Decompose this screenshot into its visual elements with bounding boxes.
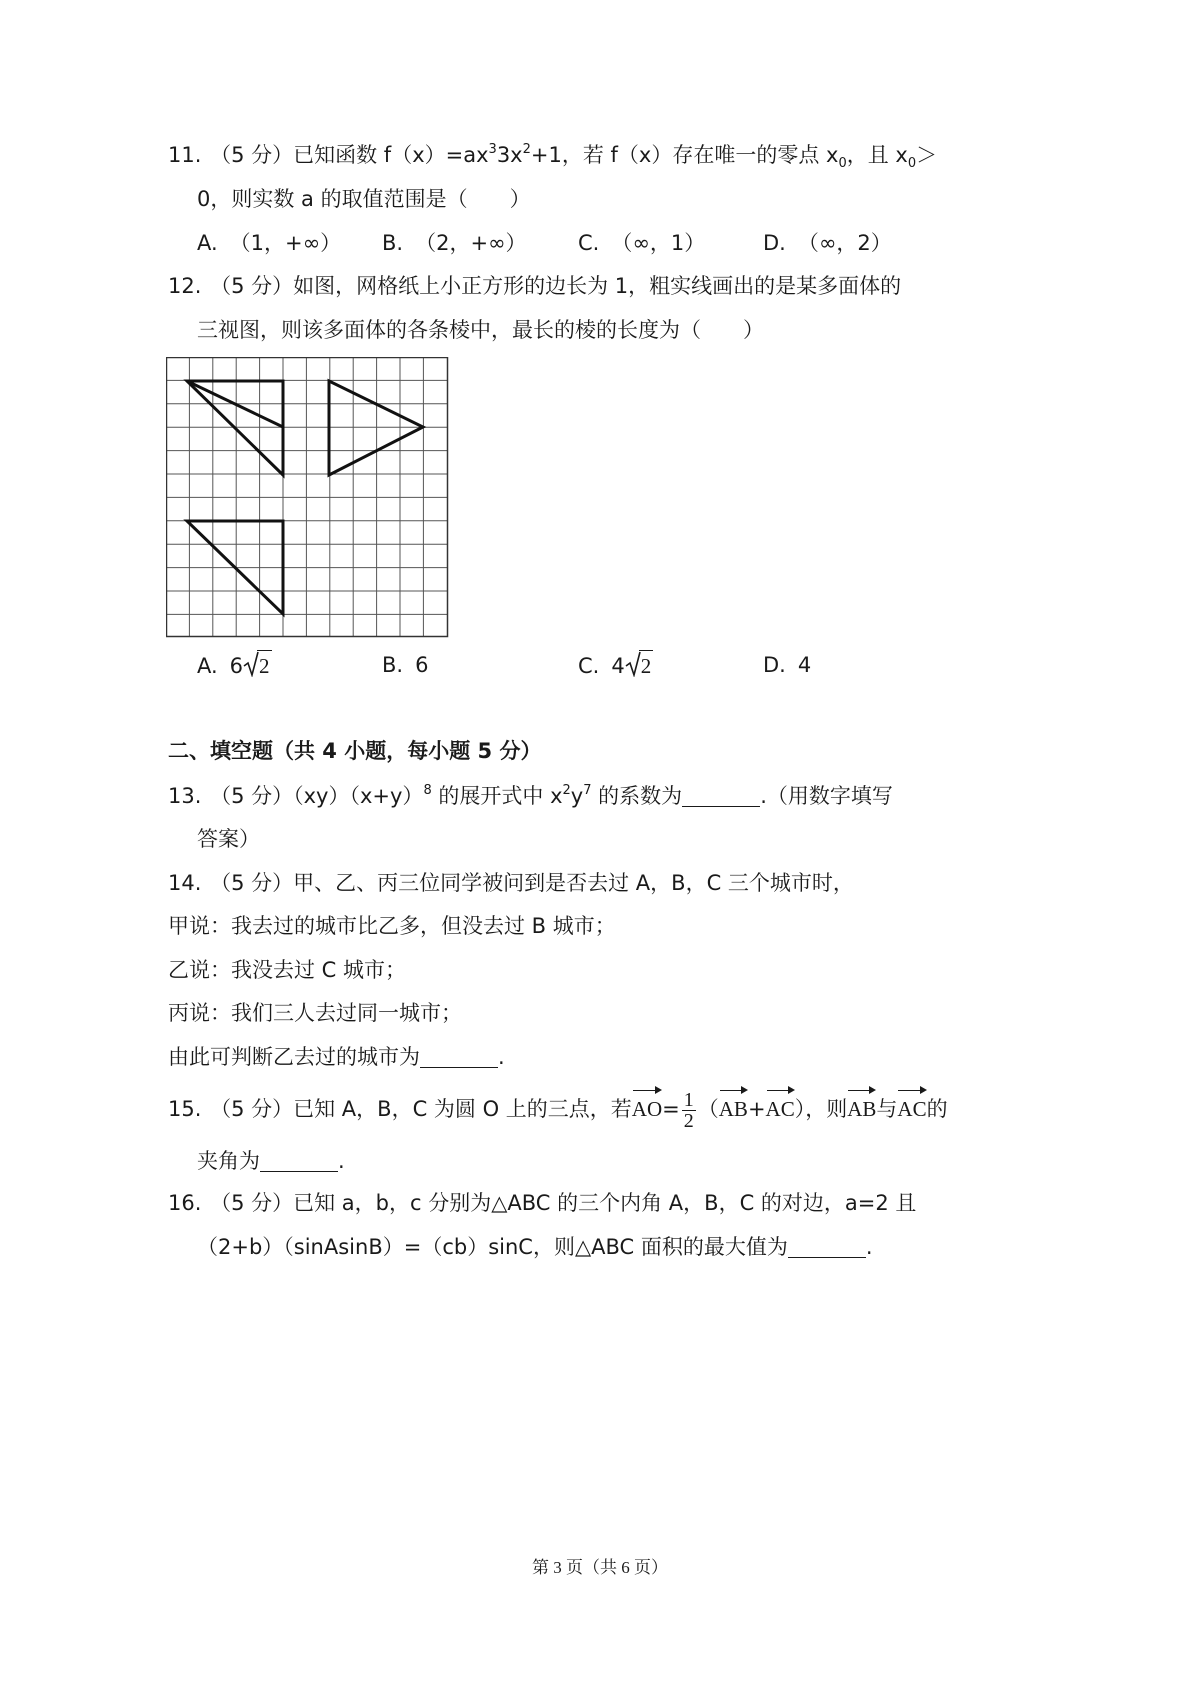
q11-option-c[interactable] <box>578 228 705 258</box>
radicand: 2 <box>257 650 272 681</box>
q12-text-line1: （5 分）如图，网格纸上小正方形的边长为 1，粗实线画出的是某多面体的 <box>210 274 902 298</box>
q14-line1 <box>168 868 854 898</box>
option-letter: C. <box>578 654 600 678</box>
q11-subscript-0: 0 <box>838 156 847 171</box>
q11-options <box>197 228 957 258</box>
q15-paren-open: （ <box>697 1097 719 1121</box>
q11-exponent-3: 3 <box>488 142 497 157</box>
vector-ab-2: AB <box>847 1089 876 1129</box>
vector-ab: AB <box>719 1089 748 1129</box>
q15-eq: = <box>662 1097 680 1121</box>
q15-line2 <box>197 1146 345 1176</box>
option-letter: A. <box>197 654 218 678</box>
q12-option-a[interactable] <box>197 650 272 681</box>
q13-line2: 答案） <box>197 827 260 851</box>
q11-term2: 3x <box>496 143 523 167</box>
q14-line5-suffix: . <box>498 1045 505 1069</box>
option-coef: 6 <box>229 654 244 678</box>
q11-option-d[interactable] <box>763 228 892 258</box>
side-view-triangle <box>329 381 423 475</box>
sqrt-symbol <box>625 650 654 681</box>
q11-subscript-0b: 0 <box>907 156 917 171</box>
q15-line2-prefix: 夹角为 <box>197 1149 260 1173</box>
q14-line4: 丙说：我们三人去过同一城市； <box>168 1001 462 1025</box>
q11-gt: ＞ <box>916 143 938 167</box>
option-text: 6 <box>415 653 429 677</box>
q13-part4: 的系数为 <box>591 784 683 808</box>
option-text: （1，+∞） <box>229 231 342 255</box>
q14-number: 14. <box>168 871 202 895</box>
q13-part2: 的展开式中 x <box>431 784 563 808</box>
q11-option-b[interactable] <box>382 228 527 258</box>
q12-number: 12. <box>168 274 202 298</box>
page-footer: 第 3 页（共 6 页） <box>532 1558 668 1577</box>
q11-text-tail: ，且 x <box>846 143 908 167</box>
q11-line2: 0，则实数 a 的取值范围是（ ） <box>197 187 531 211</box>
q16-line2 <box>197 1232 873 1262</box>
q11-text-prefix: （5 分）已知函数 f（x）=ax <box>210 143 489 167</box>
q15-plus: + <box>747 1097 766 1121</box>
q16-line2-suffix: . <box>865 1235 873 1259</box>
q15-number: 15. <box>168 1097 202 1121</box>
q12-option-b[interactable] <box>382 650 428 680</box>
q13-exponent-7: 7 <box>583 783 592 798</box>
vector-ao: AO <box>632 1089 662 1129</box>
q15-with: 与 <box>876 1097 898 1121</box>
q16-line2-prefix: （2+b）（sinAsinB）=（cb）sinC，则△ABC 面积的最大值为 <box>197 1235 788 1259</box>
q13-answer-blank[interactable] <box>682 784 760 807</box>
option-text: （∞，2） <box>797 231 892 255</box>
option-letter: B. <box>382 231 404 255</box>
q13-number: 13. <box>168 784 202 808</box>
vector-ac-2: AC <box>897 1089 926 1129</box>
option-text: （∞，1） <box>611 231 706 255</box>
q12-option-c[interactable] <box>578 650 653 681</box>
frac-denominator: 2 <box>683 1109 694 1132</box>
q15-line1 <box>168 1089 948 1131</box>
q16-answer-blank[interactable] <box>788 1235 866 1258</box>
option-text: 4 <box>797 653 812 677</box>
q12-option-d[interactable] <box>763 650 811 680</box>
option-letter: C. <box>578 231 600 255</box>
q12-options <box>197 650 957 680</box>
q12-line2: 三视图，则该多面体的各条棱中，最长的棱的长度为（ ） <box>197 318 764 342</box>
option-letter: D. <box>763 231 786 255</box>
q13-part1: （5 分）（xy）（x+y） <box>210 784 424 808</box>
q14-text-line1: （5 分）甲、乙、丙三位同学被问到是否去过 A，B，C 三个城市时， <box>210 871 854 895</box>
q13-exponent-2: 2 <box>562 783 571 798</box>
q11-option-a[interactable] <box>197 228 341 258</box>
q14-line5-prefix: 由此可判断乙去过的城市为 <box>168 1045 420 1069</box>
front-view-triangle <box>187 381 283 475</box>
q15-answer-blank[interactable] <box>260 1149 338 1172</box>
q11-exponent-2: 2 <box>522 142 531 157</box>
option-coef: 4 <box>611 654 625 678</box>
q15-paren-close: ），则 <box>794 1097 848 1121</box>
fraction-one-half <box>682 1090 696 1131</box>
q13-exponent-8: 8 <box>423 783 432 798</box>
q14-line2: 甲说：我去过的城市比乙多，但没去过 B 城市； <box>168 914 616 938</box>
q16-text-line1: （5 分）已知 a，b，c 分别为△ABC 的三个内角 A，B，C 的对边，a=2 且 <box>210 1191 917 1215</box>
frac-numerator: 1 <box>683 1088 694 1111</box>
q14-line3: 乙说：我没去过 C 城市； <box>168 958 407 982</box>
q14-line5 <box>168 1042 505 1072</box>
q13-part3: y <box>570 784 584 808</box>
vector-ac: AC <box>766 1089 795 1129</box>
q14-answer-blank[interactable] <box>420 1045 498 1068</box>
option-text: （2，+∞） <box>415 231 527 255</box>
q16-number: 16. <box>168 1191 202 1215</box>
option-letter: B. <box>382 653 404 677</box>
option-letter: A. <box>197 231 218 255</box>
q15-line2-suffix: . <box>338 1149 345 1173</box>
option-letter: D. <box>763 653 786 677</box>
q13-part5: .（用数字填写 <box>760 784 893 808</box>
q13-line1 <box>168 781 893 811</box>
q11-line1 <box>168 140 937 170</box>
q16-line1 <box>168 1188 916 1218</box>
radicand: 2 <box>639 650 654 681</box>
grid-lines <box>166 357 448 637</box>
q15-part1: （5 分）已知 A，B，C 为圆 O 上的三点，若 <box>210 1097 632 1121</box>
section-2-heading: 二、填空题（共 4 小题，每小题 5 分） <box>168 739 542 763</box>
sqrt-symbol <box>243 650 272 681</box>
q11-number: 11. <box>168 143 202 167</box>
three-view-grid-figure <box>166 357 450 639</box>
q12-line1 <box>168 271 901 301</box>
q11-text-mid: +1，若 f（x）存在唯一的零点 x <box>530 143 839 167</box>
q15-de: 的 <box>926 1097 948 1121</box>
